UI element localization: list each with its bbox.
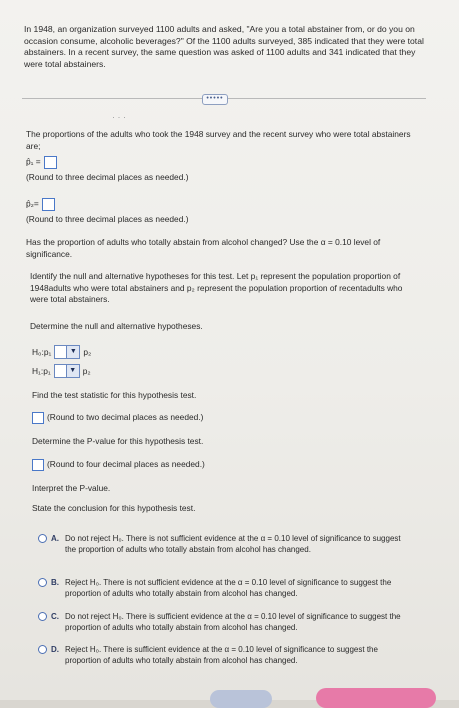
- chevron-down-icon[interactable]: ▼: [66, 345, 80, 359]
- option-text: Do not reject H₀. There is sufficient evidence at the α = 0.10 level of significance to suggest the proportion of adults who totally abstain from alcohol has changed.: [65, 612, 401, 632]
- option-text: Do not reject H₀. There is not sufficient evidence at the α = 0.10 level of significance to suggest the proportion of adults who totally abstain from alcohol has changed.: [65, 534, 401, 554]
- changed-question: Has the proportion of adults who totally abstain from alcohol changed? Use the α = 0.10 level of significance.: [26, 237, 381, 259]
- option-letter: D.: [51, 645, 59, 654]
- pvalue-hint: (Round to four decimal places as needed.): [47, 459, 205, 470]
- decorative-dots: · · ·: [112, 112, 126, 122]
- h0-p2-label: p₂: [83, 347, 92, 357]
- radio-button[interactable]: [38, 645, 47, 654]
- h1-label: H₁:p₁: [32, 366, 51, 376]
- proportions-text: The proportions of the adults who took the 1948 survey and the recent survey who were total abstainers are;: [26, 129, 411, 151]
- alt-hypothesis-row: [32, 364, 91, 378]
- chevron-down-icon[interactable]: ▼: [66, 364, 80, 378]
- null-hypothesis-row: [32, 345, 91, 359]
- identify-instructions: Identify the null and alternative hypotheses for this test. Let p₁ represent the population proportion of 1948adults who were total abstainers and p₂ represent the population proportion of recentadults who were total abstainers.: [30, 271, 403, 304]
- p1-row: [26, 156, 57, 169]
- test-statistic-hint: (Round to two decimal places as needed.): [47, 412, 204, 423]
- option-d[interactable]: [38, 644, 410, 666]
- p2-label: p̂₂=: [26, 198, 39, 209]
- h0-label: H₀:p₁: [32, 347, 52, 357]
- radio-button[interactable]: [38, 612, 47, 621]
- option-letter: B.: [51, 578, 59, 587]
- test-statistic-row: [32, 412, 203, 424]
- option-a[interactable]: [38, 533, 410, 555]
- pvalue-input[interactable]: [32, 459, 44, 471]
- determine-hypotheses-label: Determine the null and alternative hypotheses.: [30, 321, 203, 331]
- p1-label: p̂₁ =: [26, 156, 41, 167]
- p1-answer-input[interactable]: [44, 156, 57, 169]
- option-text: Reject H₀. There is not sufficient evidence at the α = 0.10 level of significance to suggest the proportion of adults who totally abstain from alcohol has changed.: [65, 578, 392, 598]
- option-text: Reject H₀. There is sufficient evidence at the α = 0.10 level of significance to suggest the proportion of adults who totally abstain from alcohol has changed.: [65, 645, 378, 665]
- p2-answer-input[interactable]: [42, 198, 55, 211]
- check-answer-button[interactable]: [316, 688, 436, 708]
- h1-p2-label: p₂: [82, 366, 91, 376]
- pvalue-question: Determine the P-value for this hypothesis test.: [32, 436, 204, 446]
- p1-hint: (Round to three decimal places as needed.): [26, 172, 189, 182]
- radio-button[interactable]: [38, 534, 47, 543]
- test-statistic-input[interactable]: [32, 412, 44, 424]
- option-letter: C.: [51, 612, 59, 621]
- interpret-label: Interpret the P-value.: [32, 483, 111, 493]
- radio-button[interactable]: [38, 578, 47, 587]
- option-letter: A.: [51, 534, 59, 543]
- pvalue-row: [32, 459, 205, 471]
- expand-more-button[interactable]: •••••: [202, 94, 228, 105]
- test-statistic-question: Find the test statistic for this hypothesis test.: [32, 390, 197, 400]
- p2-row: [26, 198, 55, 211]
- conclusion-question: State the conclusion for this hypothesis test.: [32, 503, 196, 513]
- clear-all-button[interactable]: [210, 690, 272, 708]
- p2-hint: (Round to three decimal places as needed.): [26, 214, 189, 224]
- option-c[interactable]: [38, 611, 410, 633]
- problem-statement: In 1948, an organization surveyed 1100 adults and asked, "Are you a total abstainer from, or do you on occasion consume, alcoholic beverages?" Of the 1100 adults surveyed, 385 indicated that they were total abstainers. In a recent survey, the same question was asked of 1100 adults and 341 indicated that they were total abstainers.: [24, 24, 424, 69]
- option-b[interactable]: [38, 577, 410, 599]
